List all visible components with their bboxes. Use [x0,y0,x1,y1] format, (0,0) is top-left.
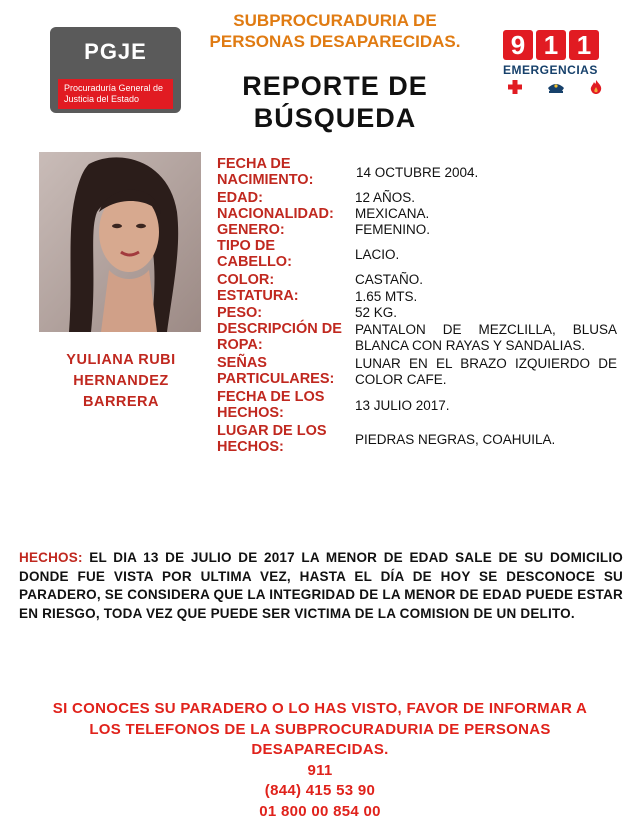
detail-label: FECHA DE NACIMIENTO: [217,156,314,188]
detail-row [217,272,617,288]
detail-row [217,423,617,457]
hechos-text: EL DIA 13 DE JULIO DE 2017 LA MENOR DE EDAD SALE DE SU DOMICILIO DONDE FUE VISTA POR ULTIMA VEZ, HASTA EL DÍA DE HOY SE DESCONOCE SU PARADERO, SE CONSIDERA QUE LA INTEGRIDAD DE LA MENOR DE EDAD PUEDE ESTAR EN RIESGO, TODA VEZ QUE PUEDE SER VICTIMA DE LA COMISION DE UN DELITO. [19,550,623,621]
detail-row [217,238,617,272]
detail-value: 52 KG. [355,305,398,320]
detail-value: PIEDRAS NEGRAS, COAHUILA. [355,432,556,447]
detail-value: LACIO. [355,247,400,262]
pgje-logo-subtext: Procuraduría General de Justicia del Estado [58,79,173,109]
person-name-line-1: YULIANA RUBI [66,352,176,368]
detail-row [217,305,617,321]
person-details [217,156,617,457]
title-line-2: BÚSQUEDA [253,103,417,133]
detail-label: SEÑAS PARTICULARES: [217,355,335,387]
detail-value: CASTAÑO. [355,272,424,287]
detail-label: ESTATURA: [217,288,299,304]
hechos-label: HECHOS: [19,550,83,565]
detail-value: LUNAR EN EL BRAZO IZQUIERDO DE COLOR CAFE. [355,356,617,387]
page-title [210,70,460,134]
detail-row [217,206,617,222]
pgje-logo-text: PGJE [84,39,147,64]
detail-row [217,389,617,423]
phone-local: (844) 415 53 90 [264,782,376,799]
logo-911-digits [503,30,608,60]
logo-911-digit: 9 [503,30,533,60]
contact-line-1: SI CONOCES SU PARADERO O LO HAS VISTO, FAVOR DE INFORMAR A [52,700,588,717]
detail-value: PANTALON DE MEZCLILLA, BLUSA BLANCA CON RAYAS Y SANDALIAS. [355,322,617,353]
detail-label: FECHA DE LOS HECHOS: [217,389,325,421]
detail-label: PESO: [217,305,263,321]
detail-row [217,156,617,190]
person-name-line-3: BARRERA [83,394,159,410]
detail-row [217,321,617,355]
detail-value: MEXICANA. [355,206,430,221]
pgje-logo [50,27,181,113]
contact-info [20,699,620,822]
detail-value: 14 OCTUBRE 2004. [356,165,479,180]
logo-911 [503,30,608,112]
detail-label: TIPO DE CABELLO: [217,238,292,270]
person-name-line-2: HERNANDEZ [73,373,169,389]
contact-line-3: DESAPARECIDAS. [251,741,389,758]
fire-icon [588,79,604,99]
subtitle: SUBPROCURADURIA DE PERSONAS DESAPARECIDAS. [209,11,461,51]
logo-911-digit: 1 [569,30,599,60]
detail-value: 1.65 MTS. [355,288,418,304]
contact-line-2: LOS TELEFONOS DE LA SUBPROCURADURIA DE PERSONAS [89,720,551,738]
detail-label: COLOR: [217,272,275,288]
police-cap-icon [546,79,566,99]
detail-label: NACIONALIDAD: [217,206,334,222]
detail-label: EDAD: [217,190,263,206]
medical-cross-icon [507,79,523,99]
logo-911-icons [503,79,608,99]
detail-value: FEMENINO. [355,222,431,237]
detail-row [217,222,617,238]
detail-row [217,288,617,305]
detail-row [217,355,617,389]
detail-value: 12 AÑOS. [355,190,416,205]
hechos-paragraph [19,549,623,623]
phone-911: 911 [307,761,333,779]
logo-911-digit: 1 [536,30,566,60]
person-name [40,350,202,413]
detail-row [217,190,617,206]
detail-label: LUGAR DE LOS HECHOS: [217,423,327,455]
person-photo [39,152,201,332]
logo-911-label: EMERGENCIAS [503,63,598,77]
detail-label: GENERO: [217,222,285,238]
title-line-1: REPORTE DE [242,71,428,101]
detail-value: 13 JULIO 2017. [355,398,450,413]
detail-label: DESCRIPCIÓN DE ROPA: [217,321,342,353]
phone-toll-free: 01 800 00 854 00 [259,802,381,820]
